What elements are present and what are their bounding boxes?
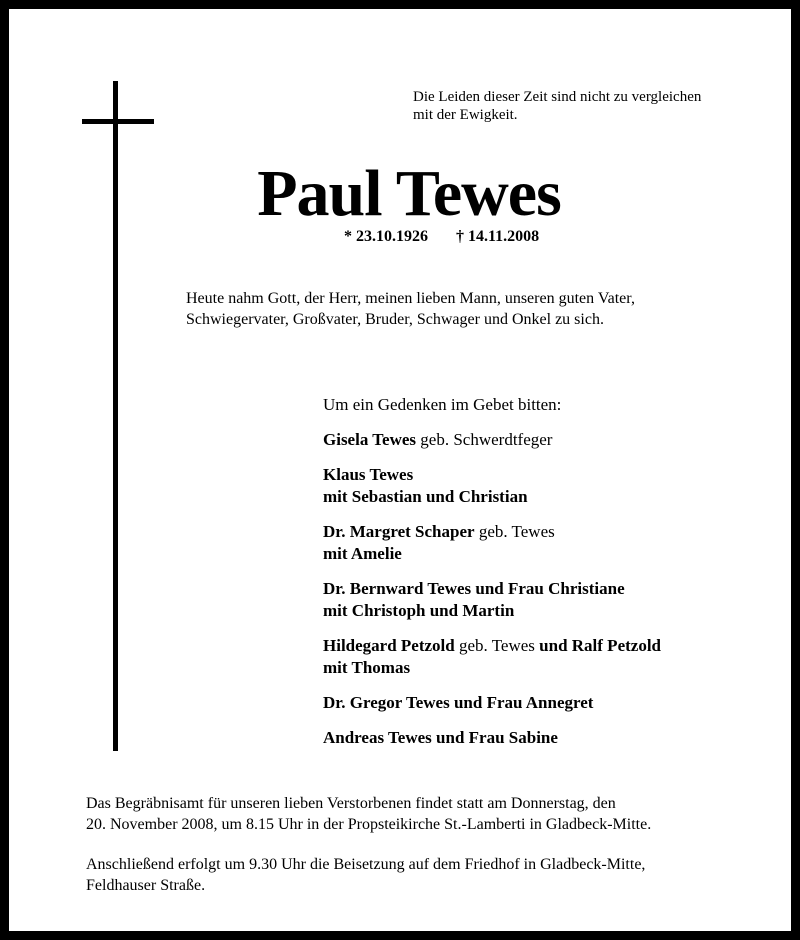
mourner-entry: [323, 578, 661, 622]
mourner-entry: [323, 727, 661, 749]
burial-line-1: Anschließend erfolgt um 9.30 Uhr die Beisetzung auf dem Friedhof in Gladbeck-Mitte,: [86, 856, 646, 873]
mourner-entry: [323, 635, 661, 679]
birth-date: * 23.10.1926: [344, 228, 428, 245]
burial-info: [86, 854, 645, 896]
mourner-partner: und Ralf Petzold: [534, 636, 661, 655]
life-dates: [344, 228, 539, 246]
mourner-name: Andreas Tewes und Frau Sabine: [323, 728, 558, 747]
mourner-entry: [323, 464, 661, 508]
death-date: † 14.11.2008: [456, 228, 540, 245]
mourner-name: Dr. Bernward Tewes und Frau Christiane: [323, 579, 625, 598]
mourners-list: [323, 394, 661, 762]
cross-icon-crossbar: [82, 119, 154, 124]
motto-line-2: mit der Ewigkeit.: [413, 107, 518, 123]
mourner-entry: [323, 429, 661, 451]
mourner-companions: mit Christoph und Martin: [323, 601, 515, 620]
mourner-name: Klaus Tewes: [323, 465, 414, 484]
mourner-companions: mit Sebastian und Christian: [323, 487, 528, 506]
burial-line-2: Feldhauser Straße.: [86, 877, 206, 894]
funeral-line-2: 20. November 2008, um 8.15 Uhr in der Propsteikirche St.-Lamberti in Gladbeck-Mitte.: [86, 816, 652, 833]
mourner-note: geb. Tewes: [474, 522, 555, 541]
announcement-line-2: Schwiegervater, Großvater, Bruder, Schwager und Onkel zu sich.: [186, 311, 604, 328]
mourner-name: Gisela Tewes: [323, 430, 417, 449]
mourner-note: geb. Schwerdtfeger: [416, 430, 553, 449]
mourner-name: Dr. Margret Schaper: [323, 522, 475, 541]
funeral-line-1: Das Begräbnisamt für unseren lieben Verstorbenen findet statt am Donnerstag, den: [86, 795, 616, 812]
mourner-note: geb. Tewes: [454, 636, 535, 655]
announcement-line-1: Heute nahm Gott, der Herr, meinen lieben Mann, unseren guten Vater,: [186, 290, 635, 307]
deceased-name: Paul Tewes: [257, 157, 561, 230]
mourner-name: Dr. Gregor Tewes und Frau Annegret: [323, 693, 594, 712]
mourner-entry: [323, 692, 661, 714]
mourner-companions: mit Amelie: [323, 544, 402, 563]
funeral-info: [86, 793, 651, 835]
announcement-text: [186, 288, 635, 330]
prayer-request: Um ein Gedenken im Gebet bitten:: [323, 395, 562, 414]
motto-line-1: Die Leiden dieser Zeit sind nicht zu vergleichen: [413, 89, 702, 105]
mourner-name: Hildegard Petzold: [323, 636, 455, 655]
mourner-companions: mit Thomas: [323, 658, 411, 677]
mourner-entry: [323, 521, 661, 565]
bible-motto: [413, 88, 701, 124]
